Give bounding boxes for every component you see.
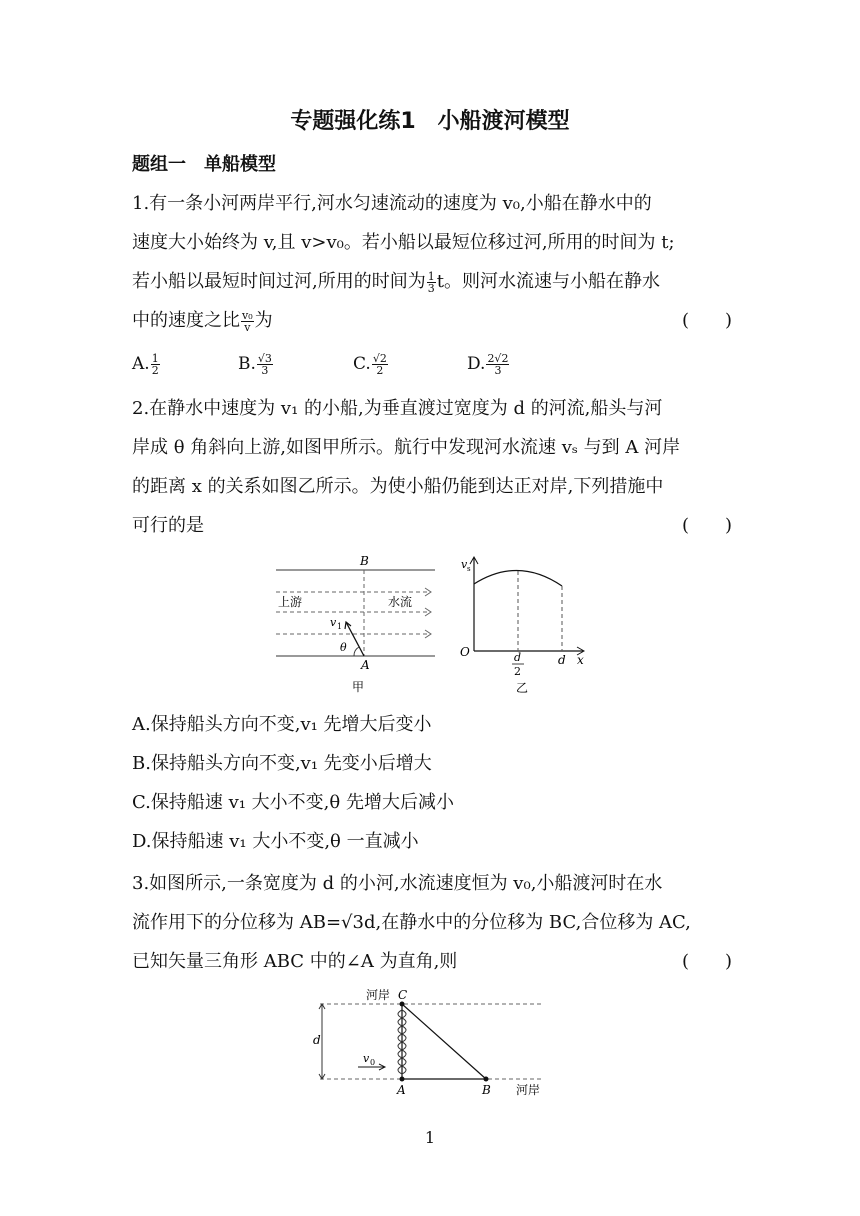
q1-line-4-text-a: 中的速度之比 [132,310,240,331]
q1-line-3-text-a: 若小船以最短时间过河,所用的时间为 [132,271,426,292]
q1-line-1: 1.有一条小河两岸平行,河水匀速流动的速度为 v₀,小船在静水中的 [132,193,652,214]
q3-line-1: 3.如图所示,一条宽度为 d 的小河,水流速度恒为 v₀,小船渡河时在水 [132,873,663,894]
q1-line-2: 速度大小始终为 v,且 v>v₀。若小船以最短位移过河,所用的时间为 t; [132,232,675,253]
q1-option-a[interactable]: A. $\frac{1}{2}$ [132,352,159,377]
label-v1-subscript: 1 [337,622,343,631]
tick-d-over-2-num: d [514,651,522,664]
axis-label-vs: v [461,558,468,571]
label-v0-subscript: 0 [370,1058,376,1067]
q2-option-a[interactable]: A.保持船头方向不变,v₁ 先增大后变小 [132,714,432,735]
axis-label-x: x [577,653,584,667]
q3-line-3: 已知矢量三角形 ABC 中的∠A 为直角,则 ( ) [132,951,732,972]
q2-line-3: 的距离 x 的关系如图乙所示。为使小船仍能到达正对岸,下列措施中 [132,476,664,497]
axis-label-vs-subscript: s [467,565,471,573]
label-point-b: B [482,1083,491,1097]
label-v1: v [330,616,337,629]
origin-label: O [460,645,470,659]
figure-jia [270,552,440,698]
caption-jia: 甲 [352,680,365,694]
label-upstream: 上游 [278,595,303,609]
label-point-a: A [397,1083,406,1097]
label-v0: v [363,1052,370,1065]
q1-option-b[interactable]: B. $\frac{√3}{3}$ [238,352,272,377]
q2-line-4: 可行的是 ( ) [132,515,732,536]
answer-bracket: ( ) [681,951,732,972]
label-bank-top: 河岸 [366,988,391,1002]
label-theta: θ [340,641,347,654]
label-width-d: d [313,1033,321,1047]
tick-d: d [558,653,566,667]
q3-line-2: 流作用下的分位移为 AB=√3d,在静水中的分位移为 BC,合位移为 AC, [132,912,691,933]
fraction-one-third: $\frac{1}{3}$ [427,269,435,295]
tick-d-over-2-den: 2 [514,665,521,678]
q1-line-4-text-b: 为 [254,310,273,331]
label-water-flow: 水流 [388,595,413,609]
q2-line-2: 岸成 θ 角斜向上游,如图甲所示。航行中发现河水流速 vₛ 与到 A 河岸 [132,437,681,458]
q1-option-c[interactable]: C. $\frac{√2}{2}$ [353,352,387,377]
q1-line-3 [132,270,732,294]
figure-yi [456,552,596,698]
q1-option-d[interactable]: D. $\frac{2√2}{3}$ [467,352,509,377]
q1-line-3-text-b: t。则河水流速与小船在静水 [436,271,660,292]
page-number: 1 [424,1128,436,1147]
q1-line-4 [132,309,732,333]
answer-bracket: ( ) [681,515,732,536]
q2-option-b[interactable]: B.保持船头方向不变,v₁ 先变小后增大 [132,753,432,774]
label-b: B [360,554,369,568]
q2-option-c[interactable]: C.保持船速 v₁ 大小不变,θ 先增大后减小 [132,792,454,813]
label-a: A [361,658,370,672]
section-heading: 题组一 单船模型 [132,154,276,175]
figure-river-triangle [300,982,560,1100]
caption-yi: 乙 [516,681,529,695]
q2-line-1: 2.在静水中速度为 v₁ 的小船,为垂直渡过宽度为 d 的河流,船头与河 [132,398,663,419]
label-c: C [398,988,408,1002]
page-title: 专题强化练1 小船渡河模型 [290,109,570,134]
fraction-v0-over-v: $\frac{\text{v₀}}{v}$ [242,308,253,334]
answer-bracket: ( ) [681,310,732,331]
q2-option-d[interactable]: D.保持船速 v₁ 大小不变,θ 一直减小 [132,831,419,852]
label-bank-bottom: 河岸 [516,1083,541,1097]
